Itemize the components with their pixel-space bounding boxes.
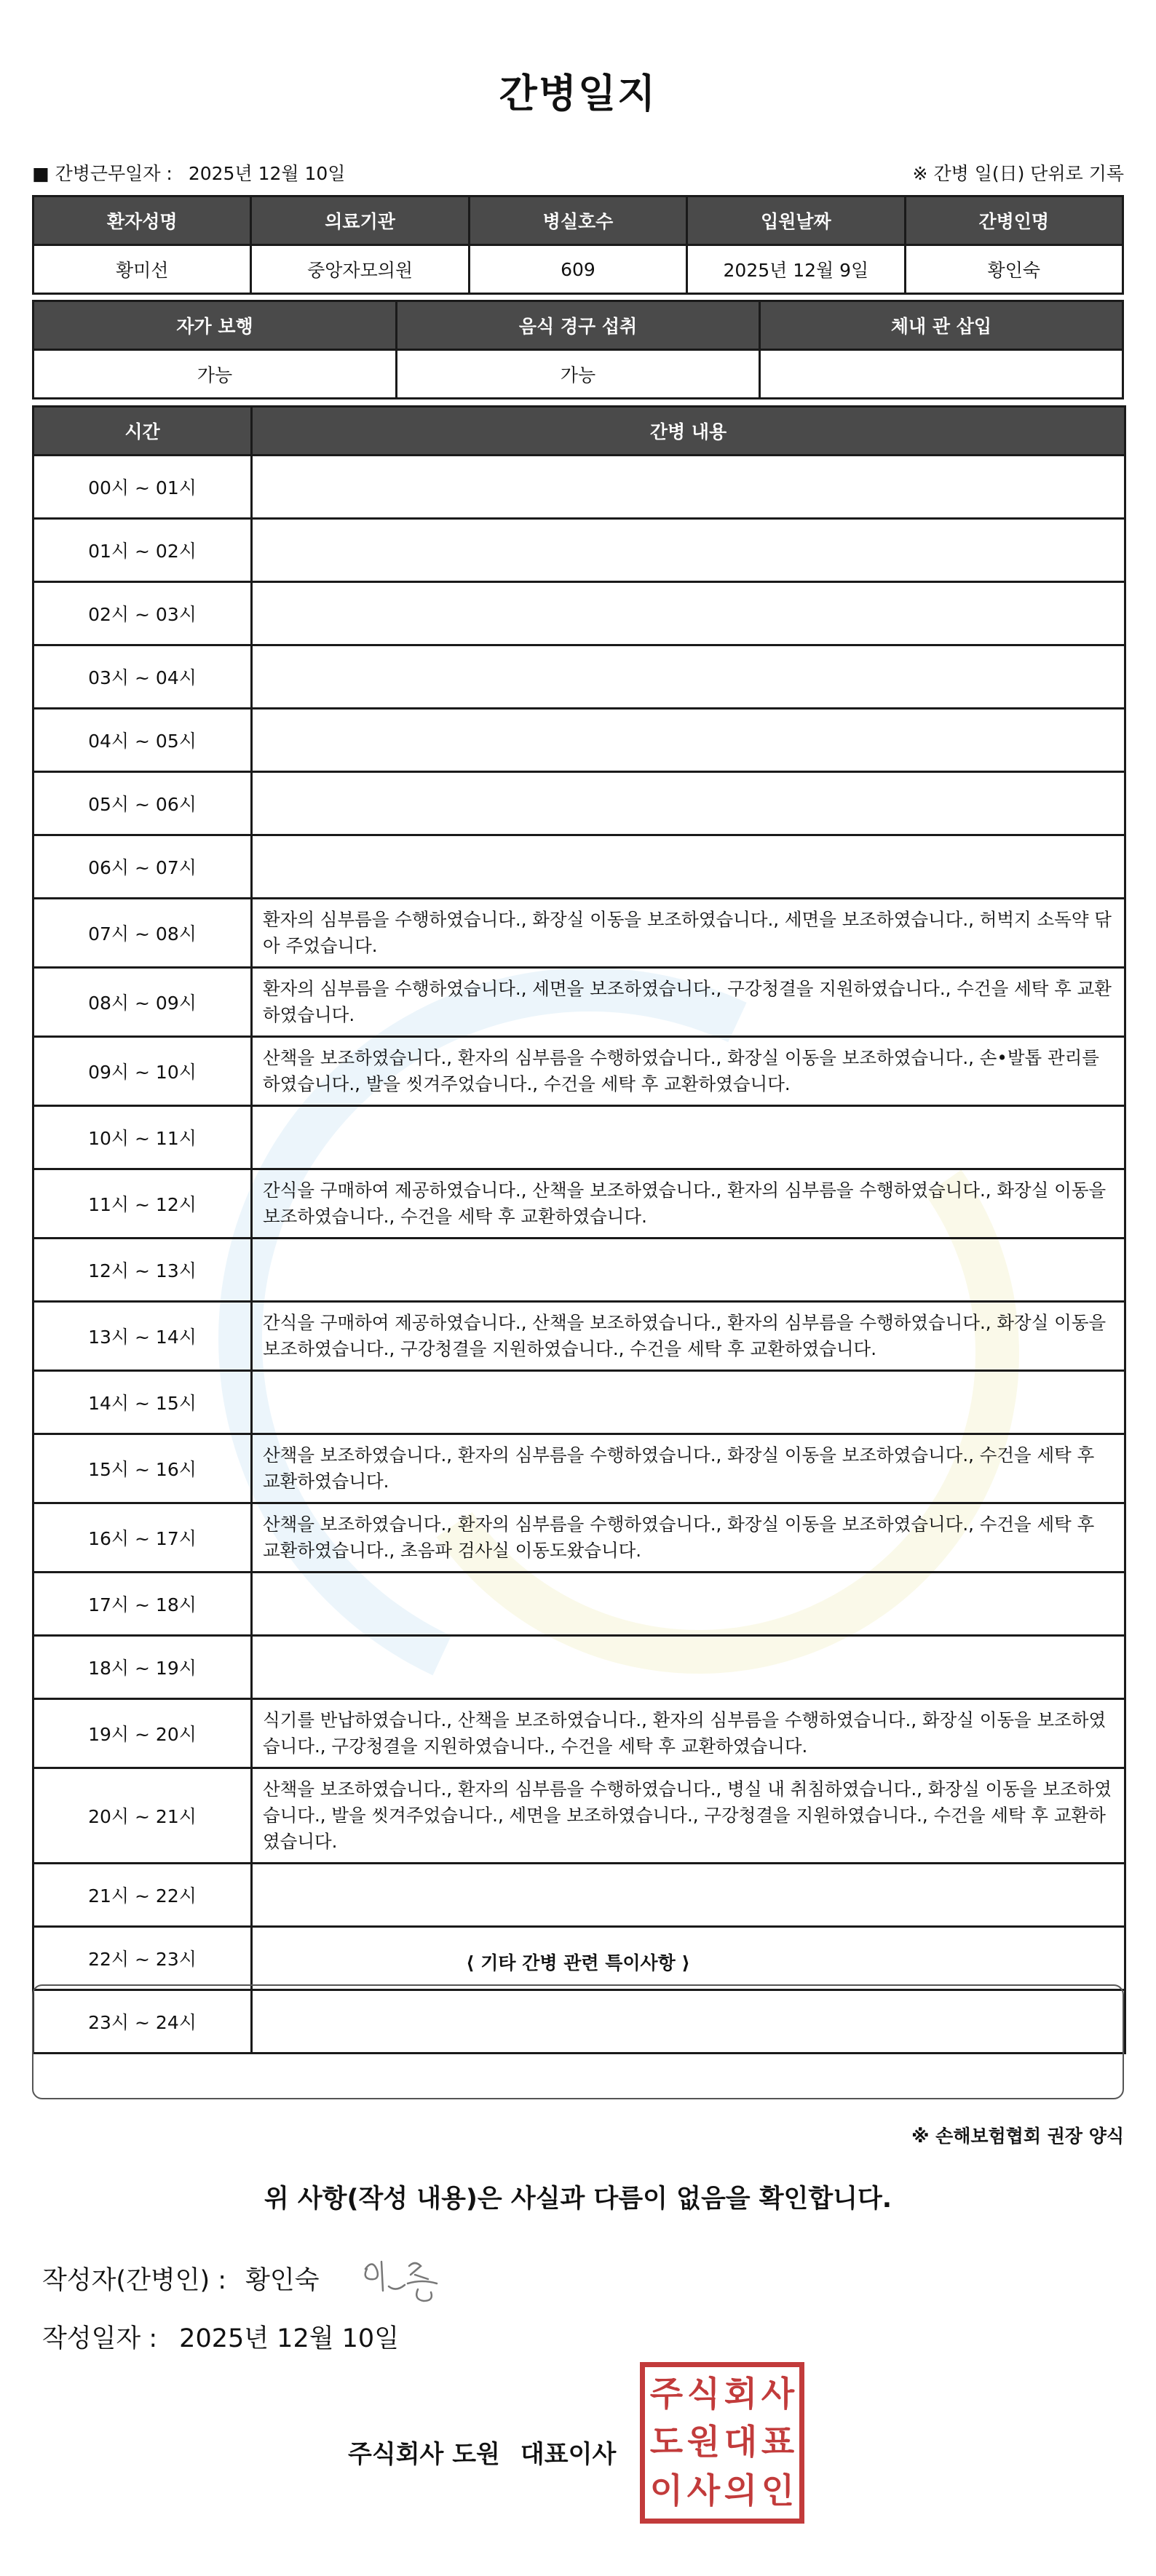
seal-character: 사 <box>686 2471 721 2512</box>
log-content <box>252 456 1125 519</box>
seal-character: 도 <box>649 2422 684 2463</box>
log-time: 11시 ~ 12시 <box>33 1169 252 1239</box>
log-time: 23시 ~ 24시 <box>33 1990 252 2054</box>
log-content <box>252 1636 1125 1699</box>
log-row <box>33 1037 1125 1106</box>
log-time: 00시 ~ 01시 <box>33 456 252 519</box>
log-content <box>252 1371 1125 1434</box>
work-date-label: ■ 간병근무일자 : <box>32 163 173 184</box>
caregiver-name: 황인숙 <box>905 245 1123 294</box>
log-row <box>33 1302 1125 1371</box>
header-admission-date: 입원날짜 <box>687 196 905 245</box>
log-row <box>33 519 1125 582</box>
written-date-line <box>42 2318 399 2355</box>
log-content: 산책을 보조하였습니다., 환자의 심부름을 수행하였습니다., 화장실 이동을 보조하였습니다., 수건을 세탁 후 교환하였습니다. <box>252 1434 1125 1503</box>
log-time: 16시 ~ 17시 <box>33 1503 252 1573</box>
log-row <box>33 835 1125 899</box>
seal-character: 표 <box>761 2422 795 2463</box>
written-date-label: 작성일자 : <box>42 2324 158 2353</box>
log-content: 간식을 구매하여 제공하였습니다., 산책을 보조하였습니다., 환자의 심부름을 수행하였습니다., 화장실 이동을 보조하였습니다., 구강청결을 지원하였습니다., 수건을 세탁 후 교환하였습니다. <box>252 1302 1125 1371</box>
log-row <box>33 709 1125 772</box>
log-content: 식기를 반납하였습니다., 산책을 보조하였습니다., 환자의 심부름을 수행하였습니다., 화장실 이동을 보조하였습니다., 구강청결을 지원하였습니다., 수건을 세탁 후 교환하였습니다. <box>252 1699 1125 1768</box>
seal-character: 주 <box>649 2374 684 2414</box>
log-time: 03시 ~ 04시 <box>33 645 252 709</box>
log-time: 14시 ~ 15시 <box>33 1371 252 1434</box>
written-date-value: 2025년 12월 10일 <box>179 2324 399 2353</box>
log-time: 01시 ~ 02시 <box>33 519 252 582</box>
log-row <box>33 582 1125 645</box>
special-notes-box <box>32 1984 1124 2099</box>
header-oral-intake: 음식 경구 섭취 <box>397 301 760 350</box>
log-row <box>33 899 1125 968</box>
log-row <box>33 1371 1125 1434</box>
log-content <box>252 582 1125 645</box>
tube-insertion-value <box>760 350 1123 399</box>
log-time: 07시 ~ 08시 <box>33 899 252 968</box>
hourly-care-log-table <box>32 405 1126 2054</box>
handwritten-signature <box>357 2254 451 2305</box>
header-walking: 자가 보행 <box>33 301 397 350</box>
log-row <box>33 1636 1125 1699</box>
log-row <box>33 645 1125 709</box>
log-time: 09시 ~ 10시 <box>33 1037 252 1106</box>
log-row <box>33 1768 1125 1864</box>
hospital-name: 중앙자모의원 <box>251 245 469 294</box>
writer-label: 작성자(간병인) : <box>42 2266 227 2295</box>
seal-character: 이 <box>649 2471 684 2512</box>
patient-status-table <box>32 300 1124 399</box>
log-time: 21시 ~ 22시 <box>33 1864 252 1927</box>
seal-character: 사 <box>761 2374 795 2414</box>
log-content <box>252 1864 1125 1927</box>
log-time: 08시 ~ 09시 <box>33 968 252 1037</box>
log-time: 13시 ~ 14시 <box>33 1302 252 1371</box>
log-row <box>33 1106 1125 1169</box>
log-content: 환자의 심부름을 수행하였습니다., 화장실 이동을 보조하였습니다., 세면을 보조하였습니다., 허벅지 소독약 닦아 주었습니다. <box>252 899 1125 968</box>
log-row <box>33 968 1125 1037</box>
header-caregiver-name: 간병인명 <box>905 196 1123 245</box>
work-date-value: 2025년 12월 10일 <box>188 163 346 184</box>
company-seal-stamp <box>640 2362 804 2524</box>
log-row <box>33 1503 1125 1573</box>
log-body <box>33 456 1125 2054</box>
patient-info-table <box>32 195 1124 295</box>
document-title: 간병일지 <box>499 71 657 116</box>
log-content: 환자의 심부름을 수행하였습니다., 세면을 보조하였습니다., 구강청결을 지원하였습니다., 수건을 세탁 후 교환하였습니다. <box>252 968 1125 1037</box>
log-time: 06시 ~ 07시 <box>33 835 252 899</box>
record-unit-note: ※ 간병 일(日) 단위로 기록 <box>912 163 1124 184</box>
patient-status-header-row <box>33 301 1123 350</box>
log-row <box>33 1699 1125 1768</box>
patient-info-value-row <box>33 245 1123 294</box>
log-content <box>252 645 1125 709</box>
form-source-note: ※ 손해보험협회 권장 양식 <box>911 2126 1124 2147</box>
log-content: 산책을 보조하였습니다., 환자의 심부름을 수행하였습니다., 병실 내 취침하였습니다., 화장실 이동을 보조하였습니다., 발을 씻겨주었습니다., 세면을 보조하였습니다., 구강청결을 지원하였습니다., 수건을 세탁 후 교환하였습니다. <box>252 1768 1125 1864</box>
log-row <box>33 1239 1125 1302</box>
log-time: 02시 ~ 03시 <box>33 582 252 645</box>
company-name: 주식회사 도원 <box>348 2440 500 2469</box>
admission-date: 2025년 12월 9일 <box>687 245 905 294</box>
log-time: 18시 ~ 19시 <box>33 1636 252 1699</box>
log-time: 15시 ~ 16시 <box>33 1434 252 1503</box>
log-content: 산책을 보조하였습니다., 환자의 심부름을 수행하였습니다., 화장실 이동을 보조하였습니다., 수건을 세탁 후 교환하였습니다., 초음파 검사실 이동도왔습니다. <box>252 1503 1125 1573</box>
log-time: 10시 ~ 11시 <box>33 1106 252 1169</box>
log-content <box>252 1573 1125 1636</box>
seal-character: 원 <box>686 2422 721 2463</box>
special-notes-title: ⟨ 기타 간병 관련 특이사항 ⟩ <box>466 1952 690 1973</box>
header-tube-insertion: 체내 관 삽입 <box>760 301 1123 350</box>
log-content: 산책을 보조하였습니다., 환자의 심부름을 수행하였습니다., 화장실 이동을 보조하였습니다., 손•발톱 관리를 하였습니다., 발을 씻겨주었습니다., 수건을 세탁 후 교환하였습니다. <box>252 1037 1125 1106</box>
seal-character: 의 <box>724 2471 758 2512</box>
company-role: 대표이사 <box>520 2440 617 2469</box>
log-row <box>33 1573 1125 1636</box>
log-header-row <box>33 407 1125 456</box>
patient-info-header-row <box>33 196 1123 245</box>
work-date <box>32 159 345 186</box>
log-content <box>252 835 1125 899</box>
writer-name: 황인숙 <box>245 2266 320 2295</box>
seal-character: 식 <box>686 2374 721 2414</box>
log-row <box>33 456 1125 519</box>
log-time: 19시 ~ 20시 <box>33 1699 252 1768</box>
log-time: 22시 ~ 23시 <box>33 1927 252 1990</box>
writer-line <box>42 2260 320 2297</box>
patient-name: 황미선 <box>33 245 251 294</box>
confirmation-statement: 위 사항(작성 내용)은 사실과 다름이 없음을 확인합니다. <box>264 2185 892 2214</box>
log-row <box>33 1169 1125 1239</box>
log-content <box>252 1239 1125 1302</box>
header-room-number: 병실호수 <box>469 196 686 245</box>
seal-character: 회 <box>724 2374 758 2414</box>
header-patient-name: 환자성명 <box>33 196 251 245</box>
log-row <box>33 1434 1125 1503</box>
log-time: 05시 ~ 06시 <box>33 772 252 835</box>
header-hospital: 의료기관 <box>251 196 469 245</box>
header-time: 시간 <box>33 407 252 456</box>
log-time: 20시 ~ 21시 <box>33 1768 252 1864</box>
log-row <box>33 772 1125 835</box>
seal-character: 인 <box>761 2471 795 2512</box>
log-content <box>252 519 1125 582</box>
log-row <box>33 1864 1125 1927</box>
seal-character: 대 <box>724 2422 758 2463</box>
log-time: 04시 ~ 05시 <box>33 709 252 772</box>
log-time: 12시 ~ 13시 <box>33 1239 252 1302</box>
log-content <box>252 1106 1125 1169</box>
log-content <box>252 709 1125 772</box>
company-line <box>348 2434 616 2470</box>
oral-intake-value: 가능 <box>397 350 760 399</box>
log-content <box>252 772 1125 835</box>
header-care-content: 간병 내용 <box>252 407 1125 456</box>
log-content: 간식을 구매하여 제공하였습니다., 산책을 보조하였습니다., 환자의 심부름을 수행하였습니다., 화장실 이동을 보조하였습니다., 수건을 세탁 후 교환하였습니다. <box>252 1169 1125 1239</box>
walking-value: 가능 <box>33 350 397 399</box>
room-number: 609 <box>469 245 686 294</box>
log-time: 17시 ~ 18시 <box>33 1573 252 1636</box>
patient-status-value-row <box>33 350 1123 399</box>
